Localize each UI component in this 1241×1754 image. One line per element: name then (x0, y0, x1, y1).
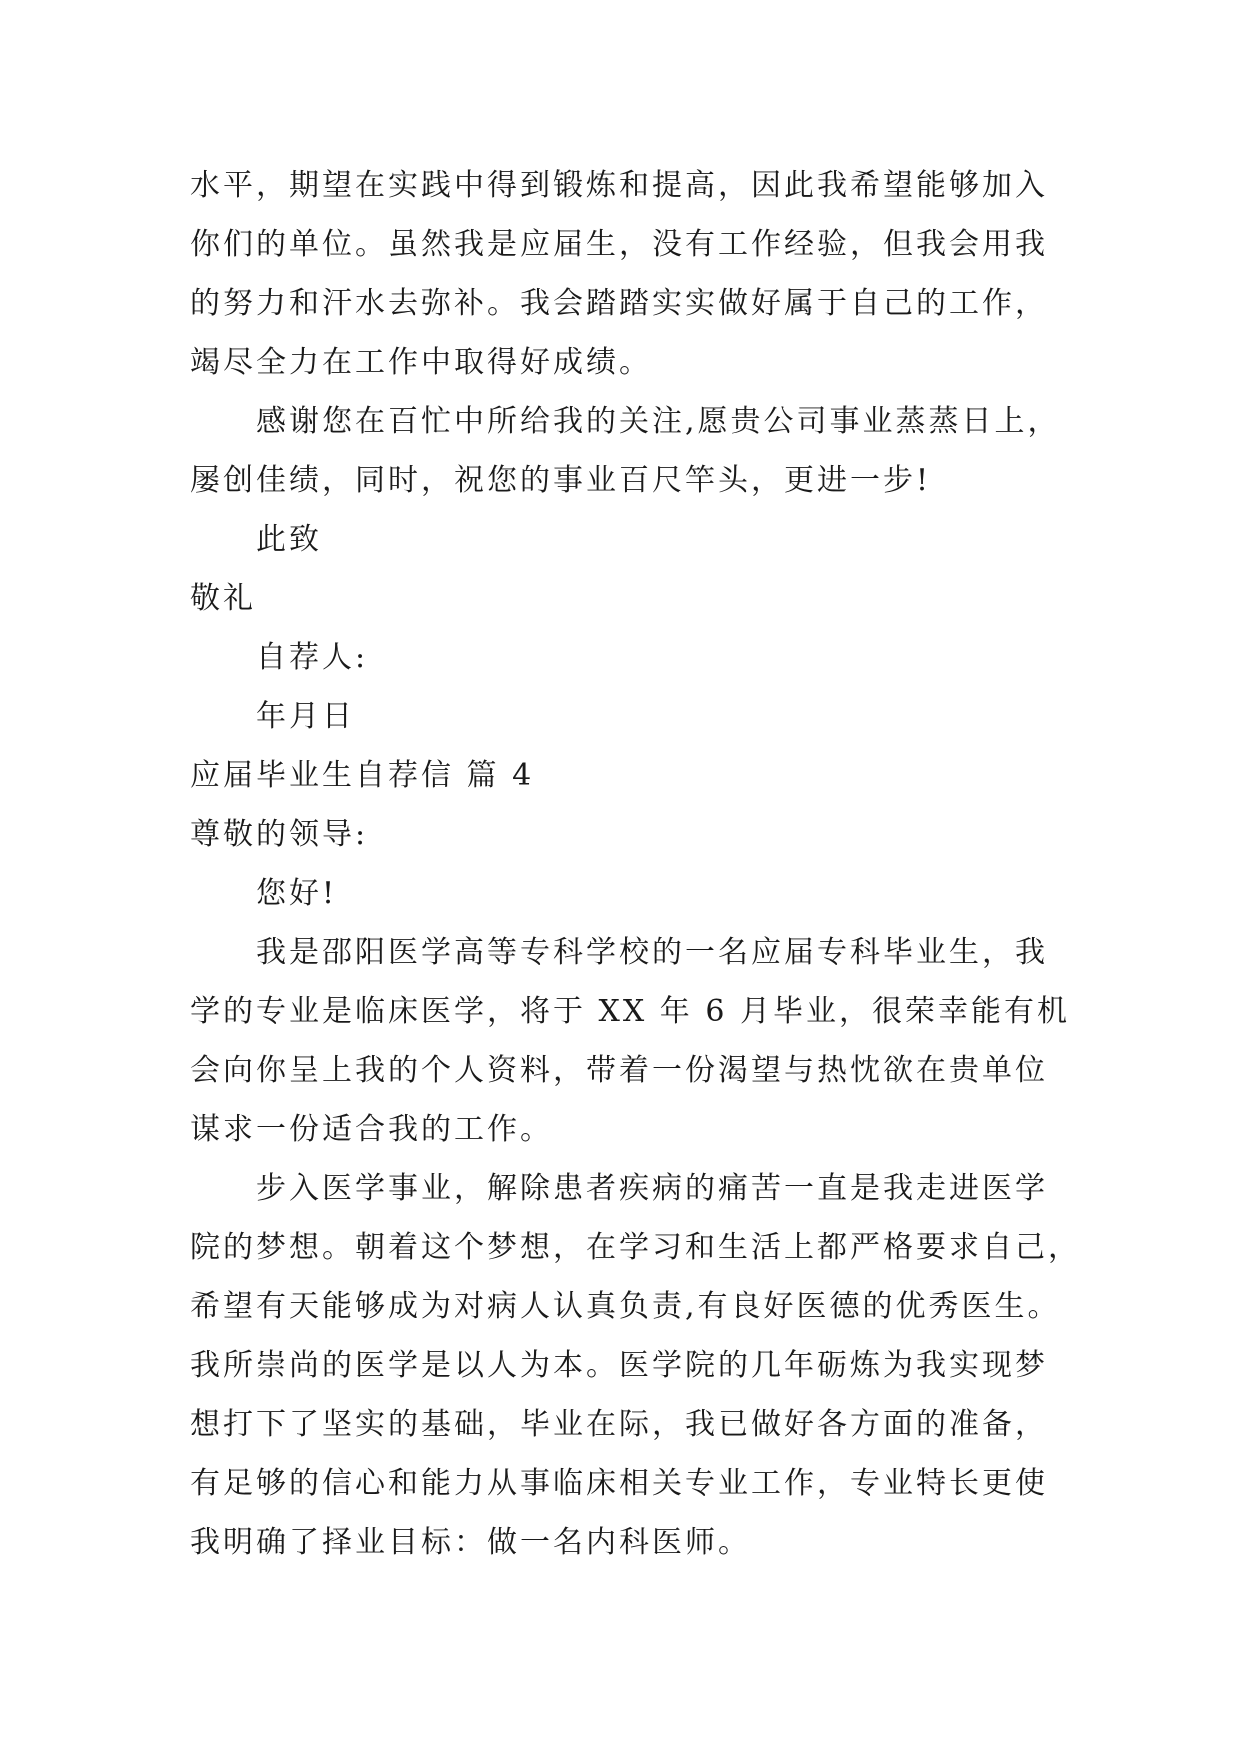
text-line: 会向你呈上我的个人资料，带着一份渴望与热忱欲在贵单位 (190, 1053, 1048, 1088)
text-line: 自荐人: (256, 640, 369, 675)
text-line: 我所崇尚的医学是以人为本。医学院的几年砺炼为我实现梦 (190, 1348, 1048, 1383)
text-line: 应届毕业生自荐信 篇 4 (190, 758, 535, 793)
text-line: 此致 (256, 522, 322, 557)
text-line: 竭尽全力在工作中取得好成绩。 (190, 345, 652, 380)
text-line: 您好! (256, 876, 338, 911)
text-line: 想打下了坚实的基础，毕业在际，我已做好各方面的准备， (190, 1407, 1048, 1442)
text-line: 我明确了择业目标：做一名内科医师。 (190, 1525, 751, 1560)
text-line: 我是邵阳医学高等专科学校的一名应届专科毕业生，我 (256, 935, 1048, 970)
text-line: 有足够的信心和能力从事临床相关专业工作，专业特长更使 (190, 1466, 1048, 1501)
text-line: 希望有天能够成为对病人认真负责,有良好医德的优秀医生。 (190, 1289, 1061, 1324)
text-line: 院的梦想。朝着这个梦想，在学习和生活上都严格要求自己， (190, 1230, 1081, 1265)
text-line: 谋求一份适合我的工作。 (190, 1112, 553, 1147)
text-line: 学的专业是临床医学，将于 XX 年 6 月毕业，很荣幸能有机 (190, 994, 1070, 1029)
text-line: 屡创佳绩，同时，祝您的事业百尺竿头，更进一步! (190, 463, 932, 498)
text-line: 步入医学事业，解除患者疾病的痛苦一直是我走进医学 (256, 1171, 1048, 1206)
text-line: 年月日 (256, 699, 355, 734)
text-line: 敬礼 (190, 581, 256, 616)
text-line: 感谢您在百忙中所给我的关注,愿贵公司事业蒸蒸日上， (256, 404, 1061, 439)
text-line: 尊敬的领导: (190, 817, 369, 852)
document-body (190, 156, 1081, 1572)
text-line: 的努力和汗水去弥补。我会踏踏实实做好属于自己的工作， (190, 286, 1048, 321)
text-line: 你们的单位。虽然我是应届生，没有工作经验，但我会用我 (190, 227, 1048, 262)
text-line: 水平，期望在实践中得到锻炼和提高，因此我希望能够加入 (190, 168, 1048, 203)
